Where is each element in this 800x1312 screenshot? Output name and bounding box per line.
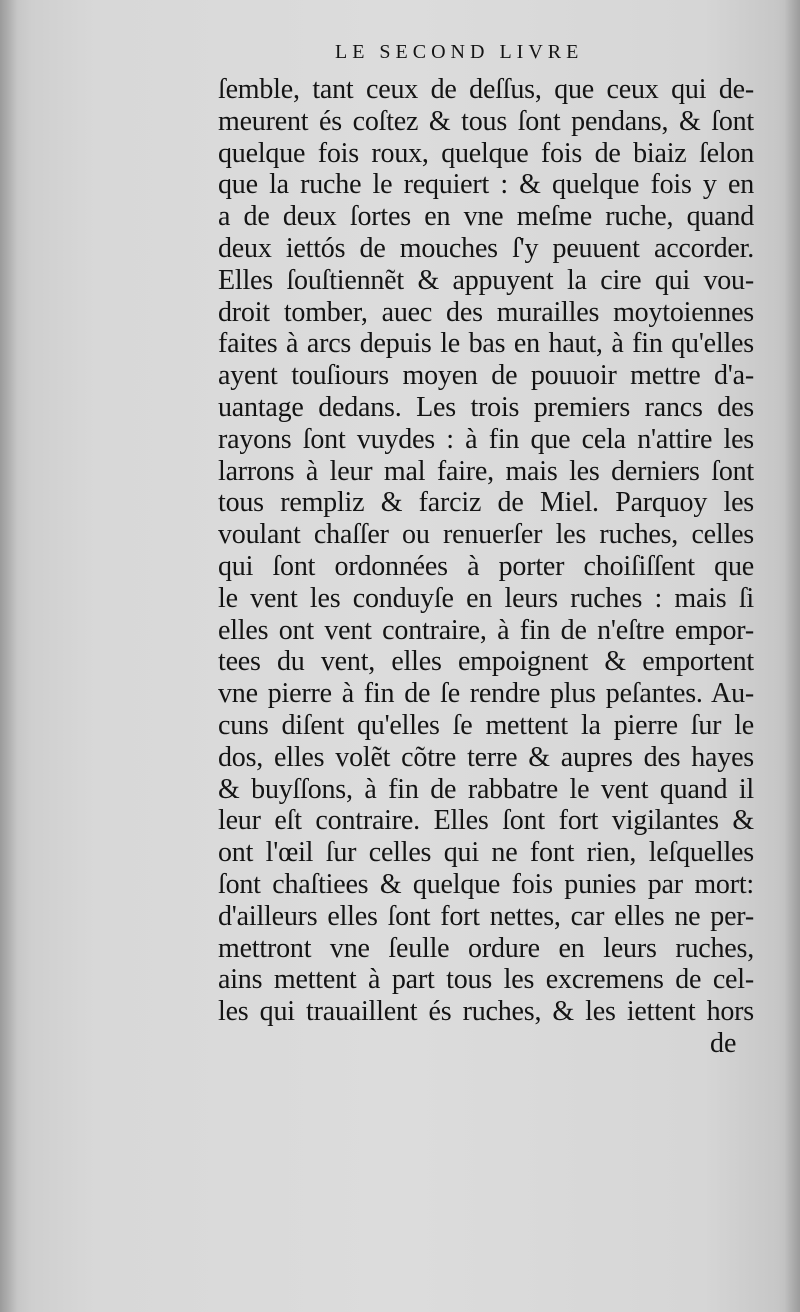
catchword: de <box>710 1028 737 1059</box>
text-line: meurent és coſtez & tous ſont pendans, & ſont <box>218 105 754 137</box>
text-line: a de deux ſortes en vne meſme ruche, quand <box>218 201 754 233</box>
text-line: tees du vent, elles empoignent & emportent <box>218 646 754 678</box>
text-line: les qui trauaillent és ruches, & les iettent hors <box>218 996 754 1028</box>
text-line: uantage dedans. Les trois premiers rancs des <box>218 391 754 423</box>
text-line: rayons ſont vuydes : à fin que cela n'attire les <box>218 423 754 455</box>
text-line: ſemble, tant ceux de deſſus, que ceux qui de- <box>218 74 754 105</box>
page-edge-shadow-right <box>784 0 800 1312</box>
text-line: ſont chaſtiees & quelque fois punies par mort: <box>218 868 754 900</box>
page-edge-shadow-left <box>0 0 18 1312</box>
text-line: quelque fois roux, quelque fois de biaiz ſelon <box>218 137 754 169</box>
text-line: ains mettent à part tous les excremens de cel- <box>218 964 754 996</box>
text-line: faites à arcs depuis le bas en haut, à fin qu'elles <box>218 328 754 360</box>
text-line: que la ruche le requiert : & quelque fois y en <box>218 169 754 201</box>
text-line: ont l'œil ſur celles qui ne font rien, leſquelles <box>218 837 754 869</box>
body-text <box>218 74 754 1028</box>
text-line: voulant chaſſer ou renuerſer les ruches, celles <box>218 519 754 551</box>
text-line: leur eſt contraire. Elles ſont fort vigilantes & <box>218 805 754 837</box>
text-line: le vent les conduyſe en leurs ruches : mais ſi <box>218 582 754 614</box>
text-line: vne pierre à fin de ſe rendre plus peſantes. Au- <box>218 678 754 710</box>
text-line: droit tomber, auec des murailles moytoiennes <box>218 296 754 328</box>
text-line: larrons à leur mal faire, mais les derniers ſont <box>218 455 754 487</box>
text-line: dos, elles volẽt cõtre terre & aupres des hayes <box>218 741 754 773</box>
text-line: elles ont vent contraire, à fin de n'eſtre empor- <box>218 614 754 646</box>
text-line: cuns diſent qu'elles ſe mettent la pierre ſur le <box>218 709 754 741</box>
text-line: ayent touſiours moyen de pouuoir mettre d'a- <box>218 360 754 392</box>
text-line: mettront vne ſeulle ordure en leurs ruches, <box>218 932 754 964</box>
text-line: deux iettós de mouches ſ'y peuuent accorder. <box>218 232 754 264</box>
text-line: d'ailleurs elles ſont fort nettes, car elles ne per- <box>218 900 754 932</box>
text-line: & buyſſons, à fin de rabbatre le vent quand il <box>218 773 754 805</box>
running-head: LE SECOND LIVRE <box>335 41 584 63</box>
text-line: Elles ſouſtiennẽt & appuyent la cire qui vou- <box>218 264 754 296</box>
text-line: qui ſont ordonnées à porter choiſiſſent que <box>218 550 754 582</box>
text-line: tous rempliz & farciz de Miel. Parquoy les <box>218 487 754 519</box>
